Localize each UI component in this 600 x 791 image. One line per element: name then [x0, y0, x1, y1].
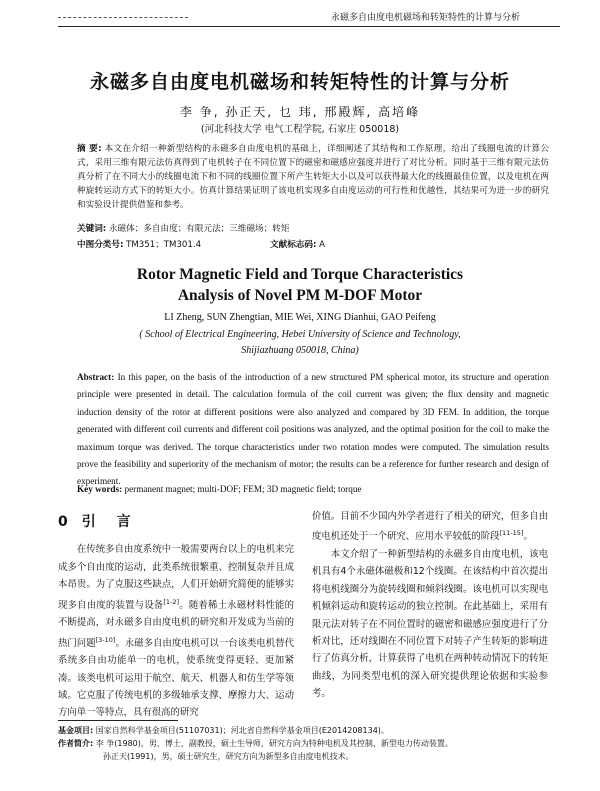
abstract-en-label: Abstract: — [77, 372, 115, 382]
classification-row — [77, 238, 326, 250]
abstract-cn-text: 本文在介绍一种新型结构的永磁多自由度电机的基础上，详细阐述了其结构和工作原理，给出了线圈电流的计算公式，采用三维有限元法仿真得到了电机转子在不同位置下的磁密和磁感应强度并进行了对比分析。同时基于三维有限元法仿真分析了在不同大小的线圈电流下和不同的线圈位置下所产生转矩大小以及可以获得最大化的线圈最佳位置，以及电机在两种旋转运动方式下的转矩大小。仿真计算结果证明了该电机实现多自由度运动的可行性和优越性，其结果可为进一步的研究和实验设计提供借鉴和参考。 — [77, 144, 550, 210]
paper-title-en — [0, 264, 600, 306]
author-text-1: 李 争(1980)，男，博士，副教授，硕士生导师，研究方向为特种电机及其控制、新型电力传动装置。 — [95, 739, 453, 748]
section-heading — [58, 514, 294, 531]
fund-note — [58, 724, 558, 737]
keywords-en — [77, 484, 549, 494]
affiliation-cn: (河北科技大学 电气工程学院, 石家庄 050018) — [200, 124, 400, 135]
doc-code — [270, 238, 325, 250]
header-dash-rule — [58, 17, 188, 18]
intro-text-d: 价值。目前不少国内外学者进行了相关的研究，但多自由度电机还处于一个研究、应用水平较低的阶段 — [312, 511, 548, 543]
citation: [3-10] — [95, 635, 116, 644]
abstract-en — [77, 369, 549, 491]
fund-label: 基金项目: — [58, 726, 94, 735]
intro-paragraph-1 — [58, 541, 294, 721]
affiliation-en-line1: ( School of Electrical Engineering, Hebei University of Science and Technology, — [139, 329, 461, 340]
body-column-right — [312, 508, 548, 703]
body-column-left — [58, 508, 294, 722]
section-title: 引 言 — [81, 514, 139, 530]
affiliation-en — [0, 327, 600, 359]
footnote-rule — [58, 720, 178, 721]
intro-text-c: 。永磁多自由度电机可以一台该类电机替代系统多自由功能单一的电机，使系统变得更轻、更加紧凑。该类电机可运用于航空、航天、机器人和仿生学等领域。它克服了传统电机的多级轴承支撑、摩擦力大、运动方向单一等特点，具有很高的研究 — [58, 637, 294, 719]
authors-cn: 李 争, 孙正天, 乜 玮, 邢殿辉, 高培峰 — [179, 105, 421, 119]
author-label: 作者简介: — [58, 739, 94, 748]
keywords-cn-text: 永磁体；多自由度；有限元法；三维磁场；转矩 — [108, 224, 290, 234]
title-en-line2: Analysis of Novel PM M-DOF Motor — [177, 287, 423, 304]
authors-en: LI Zheng, SUN Zhengtian, MIE Wei, XING Dianhui, GAO Peifeng — [164, 312, 436, 323]
intro-text-b: 。随着稀土永磁材料性能的不断提高，对永磁多自由度电机的研究和开发成为当前的热门问题 — [58, 599, 294, 649]
doc-code-label: 文献标志码: — [270, 240, 317, 250]
clc-value: TM351；TM301.4 — [126, 240, 202, 250]
running-header-text: 永磁多自由度电机磁场和转矩特性的计算与分析 — [330, 13, 520, 23]
abstract-cn-label: 摘 要: — [77, 144, 102, 154]
running-header — [58, 10, 560, 27]
keywords-cn-label: 关键词: — [77, 224, 107, 234]
intro-paragraph-2: 本文介绍了一种新型结构的永磁多自由度电机，该电机具有4个永磁体磁极和12个线圈。在该结构中首次提出将电机线圈分为旋转线圈和倾斜线圈。该电机可以实现电机倾斜运动和旋转运动的独立控制。在此基础上，采用有限元法对转子在不同位置时的磁密和磁感应强度进行了分析对比，还对线圈在不同位置下对转子产生转矩的影响进行了仿真分析，计算获得了电机在两种转动情况下的转矩曲线，为同类型电机的深入研究提供理论依据和实验参考。 — [312, 548, 548, 700]
footnotes — [58, 724, 558, 763]
clc-label: 中图分类号: — [77, 240, 124, 250]
abstract-cn — [77, 142, 549, 212]
keywords-en-label: Key words: — [77, 484, 123, 494]
citation: [11-15] — [499, 529, 524, 538]
author-note — [58, 737, 558, 750]
citation: [1-2] — [163, 597, 180, 606]
intro-paragraph-1-cont — [312, 508, 548, 546]
author-note-2: 孙正天(1991)，男，硕士研究生，研究方向为新型多自由度电机技术。 — [103, 752, 354, 761]
keywords-cn — [77, 222, 549, 234]
title-en-line1: Rotor Magnetic Field and Torque Characteristics — [136, 266, 464, 283]
doc-code-value: A — [319, 240, 326, 250]
section-number: 0 — [58, 514, 68, 530]
keywords-en-text: permanent magnet; multi-DOF; FEM; 3D magnetic field; torque — [124, 484, 362, 494]
intro-text-d-end: 。 — [523, 531, 533, 543]
abstract-en-text: In this paper, on the basis of the introduction of a new structured PM spherical motor, its structure and operation principle were presented in detail. The calculation formula of the coil current was given; the flux density and magnetic induction density of the rotor at different positions were also analyzed and compared by 3D FEM. In addition, the torque generated with different coil currents and different coil positions was analyzed, and the optimal position for the coil to make the maximum torque was derived. The torque characteristics under two rotation modes were computed. The simulation results prove the feasibility and superiority of the mechanism of motor; the results can be a reference for further research and design of experiment. — [77, 372, 549, 487]
paper-title-cn: 永磁多自由度电机磁场和转矩特性的计算与分析 — [89, 71, 510, 93]
affiliation-en-line2: Shijiazhuang 050018, China) — [241, 345, 359, 356]
intro-text-a: 在传统多自由度系统中一般需要两台以上的电机来完成多个自由度的运动，此类系统很繁重、控制复杂并且成本昂贵。为了克服这些缺点，人们开始研究简便的能够实现多自由度的装置与设备 — [58, 544, 294, 611]
fund-text: 国家自然科学基金项目(51107031)；河北省自然科学基金项目(E2014208134)。 — [95, 726, 389, 735]
